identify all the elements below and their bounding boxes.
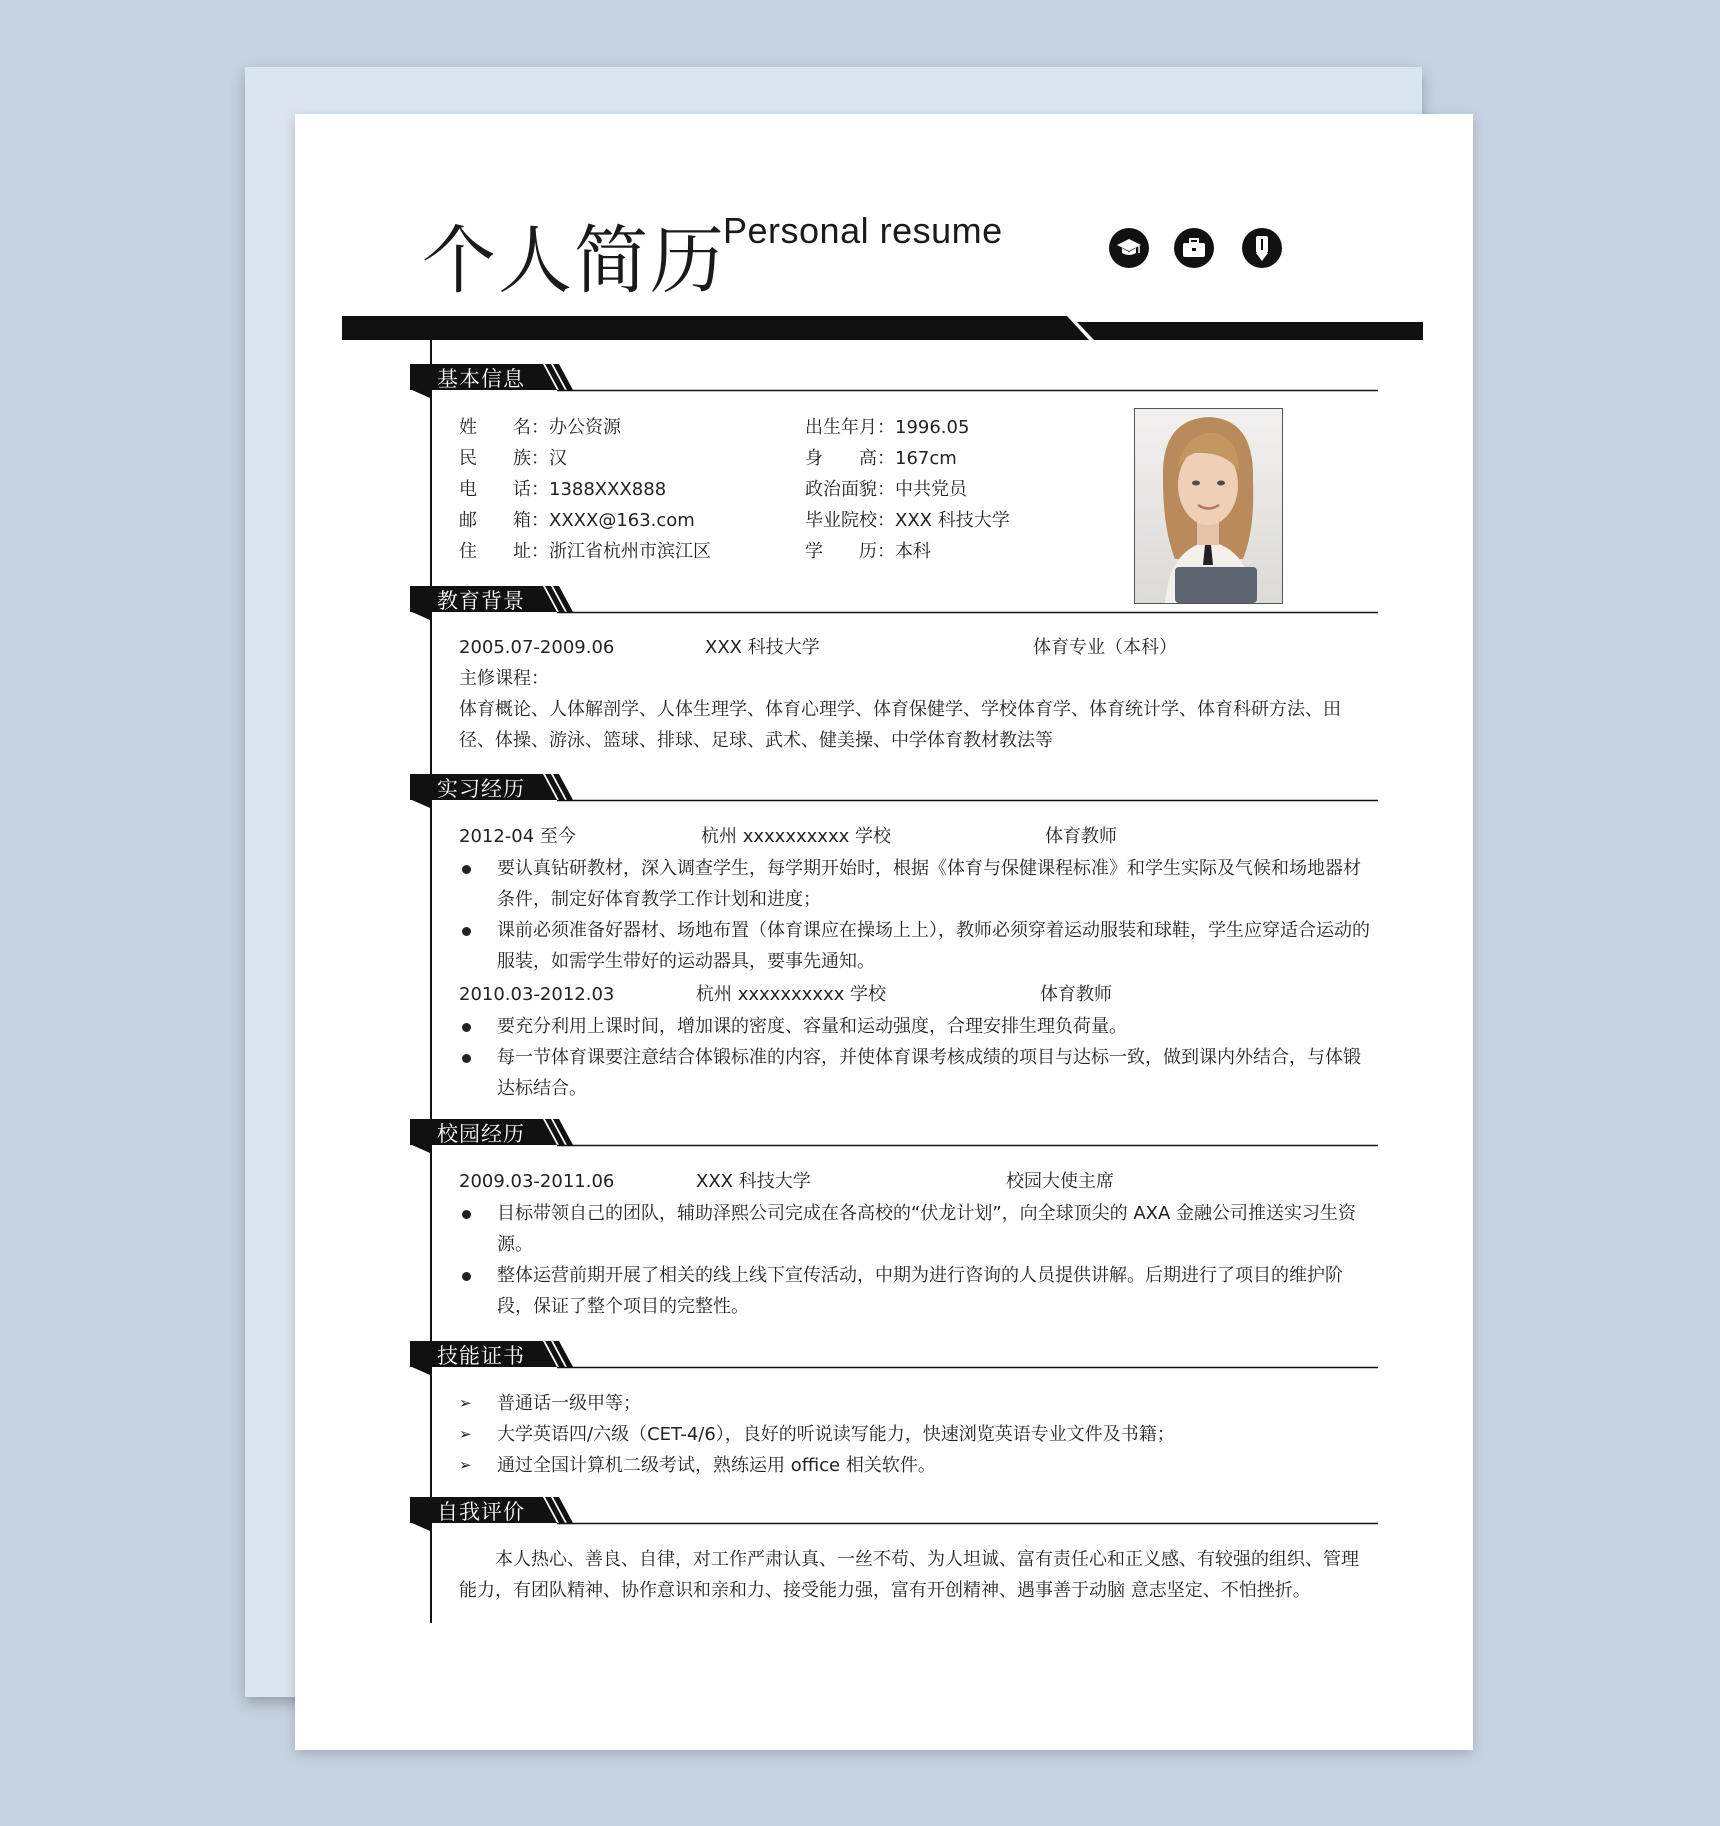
bullet-dot xyxy=(462,1023,471,1032)
section-education xyxy=(410,586,1378,626)
info-label: 住 址： xyxy=(459,541,549,562)
skill-item: 大学英语四/六级（CET-4/6），良好的听说读写能力，快速浏览英语专业文件及书籍； xyxy=(497,1424,1175,1445)
info-value: 1996.05 xyxy=(895,417,970,438)
info-label: 毕业院校： xyxy=(805,510,895,531)
info-label: 政治面貌： xyxy=(805,479,895,500)
arrow-bullet-icon: ➢ xyxy=(459,1456,472,1474)
edu-major: 体育专业（本科） xyxy=(1033,637,1177,658)
info-value: XXX 科技大学 xyxy=(895,510,1010,531)
edu-school: XXX 科技大学 xyxy=(705,637,820,658)
info-row xyxy=(805,540,931,564)
self-eval-text: 本人热心、善良、自律，对工作严肃认真、一丝不苟、为人坦诚、富有责任心和正义感、有较强的组织、管理能力，有团队精神、协作意识和亲和力、接受能力强，富有开创精神、遇事善于动脑 意志坚定、不怕挫折。 xyxy=(459,1549,1359,1601)
info-label: 学 历： xyxy=(805,541,895,562)
campus-org: XXX 科技大学 xyxy=(696,1171,811,1192)
section-header-shape xyxy=(410,586,1378,626)
job-org: 杭州 xxxxxxxxxx 学校 xyxy=(701,826,891,847)
info-label: 民 族： xyxy=(459,448,549,469)
job-period: 2012-04 至今 xyxy=(459,826,576,847)
info-label: 姓 名： xyxy=(459,417,549,438)
section-campus xyxy=(410,1119,1378,1159)
resume-sheet xyxy=(295,114,1473,1750)
section-title: 基本信息 xyxy=(437,367,525,391)
info-value: 浙江省杭州市滨江区 xyxy=(549,541,711,562)
section-basic-info xyxy=(410,364,1378,404)
section-skills xyxy=(410,1341,1378,1381)
bullet-dot xyxy=(462,1210,471,1219)
section-title: 技能证书 xyxy=(437,1344,525,1368)
briefcase-icon xyxy=(1174,228,1214,268)
job-bullet: 要认真钻研教材，深入调查学生，每学期开始时，根据《体育与保健课程标准》和学生实际及气候和场地器材条件，制定好体育教学工作计划和进度； xyxy=(497,858,1361,910)
info-label: 身 高： xyxy=(805,448,895,469)
info-label: 电 话： xyxy=(459,479,549,500)
section-self-eval xyxy=(410,1497,1378,1537)
job-bullet: 每一节体育课要注意结合体锻标准的内容，并使体育课考核成绩的项目与达标一致，做到课内外结合，与体锻达标结合。 xyxy=(497,1047,1361,1099)
job-bullet: 课前必须准备好器材、场地布置（体育课应在操场上上），教师必须穿着运动服装和球鞋，学生应穿适合运动的服装，如需学生带好的运动器具，要事先通知。 xyxy=(497,920,1370,972)
info-label: 出生年月： xyxy=(805,417,895,438)
info-row xyxy=(459,416,621,440)
info-value: 中共党员 xyxy=(895,479,967,500)
section-header-shape xyxy=(410,364,1378,404)
job-org: 杭州 xxxxxxxxxx 学校 xyxy=(696,984,886,1005)
campus-bullet: 整体运营前期开展了相关的线上线下宣传活动，中期为进行咨询的人员提供讲解。后期进行了项目的维护阶段，保证了整个项目的完整性。 xyxy=(497,1265,1343,1317)
info-row xyxy=(805,509,1010,533)
graduation-cap-icon xyxy=(1109,228,1149,268)
section-header-shape xyxy=(410,1497,1378,1537)
job-role: 体育教师 xyxy=(1040,984,1112,1005)
arrow-bullet-icon: ➢ xyxy=(459,1425,472,1443)
info-value: 1388XXX888 xyxy=(549,479,667,500)
resume-title-cn: 个人简历 xyxy=(422,218,726,304)
campus-bullet: 目标带领自己的团队，辅助泽熙公司完成在各高校的“伏龙计划”，向全球顶尖的 AXA 金融公司推送实习生资源。 xyxy=(497,1203,1357,1255)
profile-photo xyxy=(1134,408,1283,604)
campus-period: 2009.03-2011.06 xyxy=(459,1171,615,1192)
section-header-shape xyxy=(410,774,1378,814)
info-row xyxy=(805,447,957,471)
info-value: 汉 xyxy=(549,448,567,469)
info-value: XXXX@163.com xyxy=(549,510,695,531)
edu-period: 2005.07-2009.06 xyxy=(459,637,615,658)
job-role: 体育教师 xyxy=(1045,826,1117,847)
section-header-shape xyxy=(410,1119,1378,1159)
timeline-line xyxy=(430,340,432,1623)
section-header-shape xyxy=(410,1341,1378,1381)
info-row xyxy=(805,478,967,502)
bullet-dot xyxy=(462,1054,471,1063)
info-value: 本科 xyxy=(895,541,931,562)
info-label: 邮 箱： xyxy=(459,510,549,531)
info-row xyxy=(459,478,666,502)
section-internship xyxy=(410,774,1378,814)
job-bullet: 要充分利用上课时间，增加课的密度、容量和运动强度，合理安排生理负荷量。 xyxy=(497,1016,1127,1037)
section-title: 校园经历 xyxy=(437,1122,525,1146)
section-title: 实习经历 xyxy=(437,777,525,801)
edu-courses-label: 主修课程： xyxy=(459,668,549,689)
bullet-dot xyxy=(462,1272,471,1281)
info-row xyxy=(459,447,567,471)
bullet-dot xyxy=(462,865,471,874)
info-row xyxy=(805,416,969,440)
header-bar xyxy=(342,314,1423,342)
info-row xyxy=(459,540,711,564)
edu-courses: 体育概论、人体解剖学、人体生理学、体育心理学、体育保健学、学校体育学、体育统计学、体育科研方法、田径、体操、游泳、篮球、排球、足球、武术、健美操、中学体育教材教法等 xyxy=(459,699,1341,751)
skill-item: 通过全国计算机二级考试，熟练运用 office 相关软件。 xyxy=(497,1455,936,1476)
section-title: 自我评价 xyxy=(437,1500,525,1524)
bullet-dot xyxy=(462,927,471,936)
arrow-bullet-icon: ➢ xyxy=(459,1394,472,1412)
info-value: 167cm xyxy=(895,448,957,469)
resume-title-en: Personal resume xyxy=(723,210,1003,251)
section-title: 教育背景 xyxy=(437,589,525,613)
info-value: 办公资源 xyxy=(549,417,621,438)
info-row xyxy=(459,509,695,533)
skill-item: 普通话一级甲等； xyxy=(497,1393,641,1414)
pen-icon xyxy=(1242,228,1282,268)
campus-role: 校园大使主席 xyxy=(1006,1171,1114,1192)
job-period: 2010.03-2012.03 xyxy=(459,984,615,1005)
